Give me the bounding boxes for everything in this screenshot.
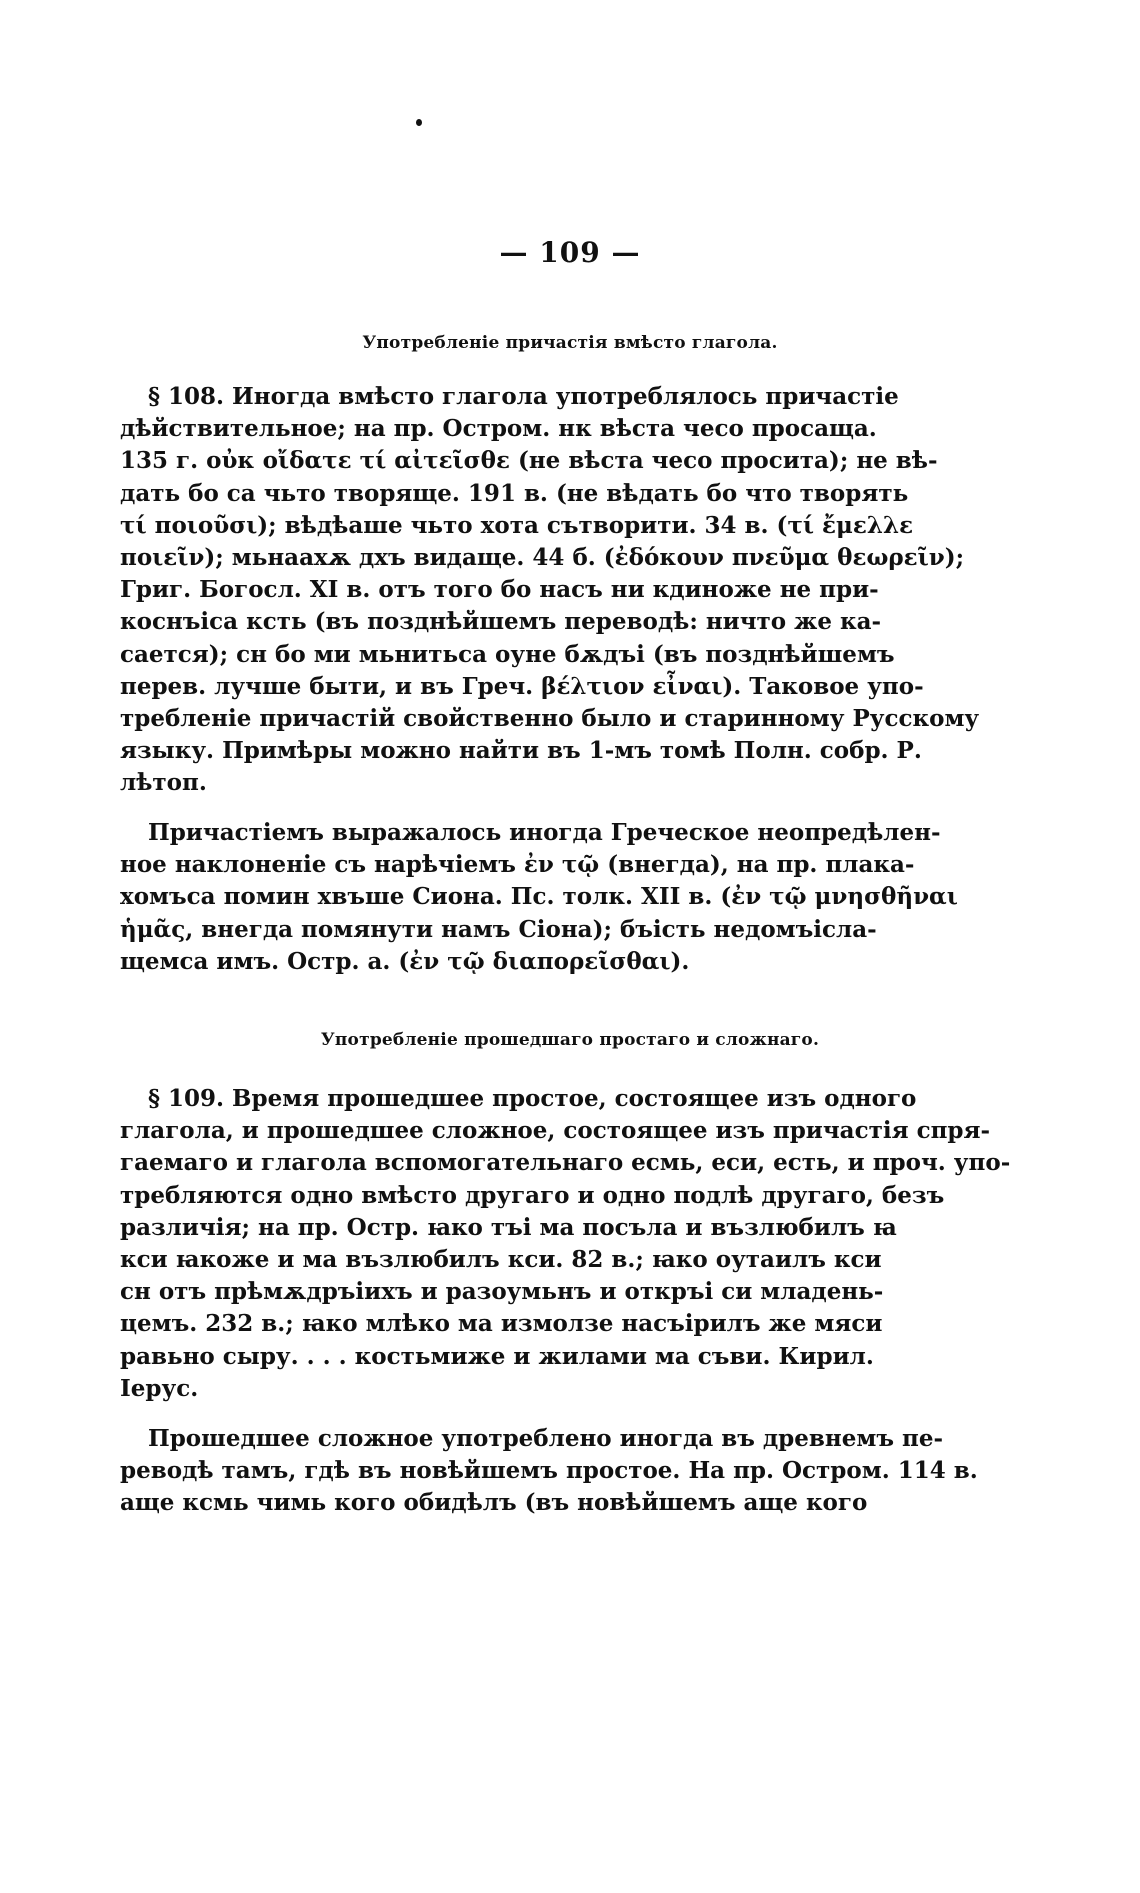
text-line: равьно сыру. . . . костьмиже и жилами ма съви. Кирил. xyxy=(120,1342,874,1370)
text-line: перев. лучше быти, и въ Греч. βέλτιον εἶναι). Таковое упо- xyxy=(120,672,924,700)
text-line: τί ποιοῦσι); вѣдѣаше чьто хота сътворити. 34 в. (τί ἔμελλε xyxy=(120,511,914,539)
paragraph-108-2 xyxy=(120,817,958,978)
text-line: сается); сн бо ми мьнитьса оуне бѫдъі (въ позднѣйшемъ xyxy=(120,640,895,668)
paragraph-109-2 xyxy=(120,1423,978,1520)
text-line: цемъ. 232 в.; ꙗко млѣко ма измолзе насъірилъ же мяси xyxy=(120,1310,883,1338)
ink-speck xyxy=(416,119,422,126)
text-line: глагола, и прошедшее сложное, состоящее изъ причастія спря- xyxy=(120,1117,991,1145)
text-line: требленіе причастій свойственно было и старинному Русскому xyxy=(120,704,980,732)
text-line: коснъіса ксть (въ позднѣйшемъ переводѣ: ничто же ка- xyxy=(120,608,882,636)
text-line: лѣтоп. xyxy=(120,769,207,797)
text-line: § 108. Иногда вмѣсто глагола употреблялось причастіе xyxy=(148,383,899,410)
text-line: Григ. Богосл. XI в. отъ того бо насъ ни кдиноже не при- xyxy=(120,576,879,604)
text-line: щемса имъ. Остр. а. (ἐν τῷ διαπορεῖσθαι). xyxy=(120,947,690,975)
text-line: ποιεῖν); мьнаахѫ дхъ видаще. 44 б. (ἐδόκουν πνεῦμα θεωρεῖν); xyxy=(120,543,965,571)
paragraph-108-1 xyxy=(120,381,980,799)
text-line: Прошедшее сложное употреблено иногда въ древнемъ пе- xyxy=(148,1425,943,1452)
text-line: сн отъ прѣмѫдръіихъ и разоумьнъ и откръі си младень- xyxy=(120,1278,884,1306)
text-line: аще ксмь чимь кого обидѣлъ (въ новѣйшемъ аще кого xyxy=(120,1489,868,1517)
text-line: дать бо са чьто творяще. 191 в. (не вѣдать бо что творять xyxy=(120,479,909,507)
text-line: ἡμᾶς, внегда помянути намъ Сіона); бъість недомъісла- xyxy=(120,915,877,943)
text-line: § 109. Время прошедшее простое, состоящее изъ одного xyxy=(148,1085,917,1112)
text-line: Причастіемъ выражалось иногда Греческое неопредѣлен- xyxy=(148,819,941,846)
text-line: различія; на пр. Остр. ꙗко тъі ма посъла и възлюбилъ ꙗ xyxy=(120,1213,897,1241)
page-number: — 109 — xyxy=(499,236,641,269)
text-line: реводѣ тамъ, гдѣ въ новѣйшемъ простое. На пр. Остром. 114 в. xyxy=(120,1457,978,1485)
text-line: кси ꙗкоже и ма възлюбилъ кси. 82 в.; ꙗко оутаилъ кси xyxy=(120,1245,882,1273)
text-line: Іерус. xyxy=(120,1374,199,1402)
text-line: ное наклоненіе съ нарѣчіемъ ἐν τῷ (внегда), на пр. плака- xyxy=(120,851,915,879)
text-line: языку. Примѣры можно найти въ 1-мъ томѣ Полн. собр. Р. xyxy=(120,737,922,765)
text-line: 135 г. οὐκ οἴδατε τί αἰτεῖσθε (не вѣста чесо просита); не вѣ- xyxy=(120,447,938,475)
text-line: требляются одно вмѣсто другаго и одно подлѣ другаго, безъ xyxy=(120,1181,945,1209)
text-line: дѣйствительное; на пр. Остром. нк вѣста чесо просаща. xyxy=(120,415,877,443)
paragraph-109-1 xyxy=(120,1083,1011,1405)
text-line: гаемаго и глагола вспомогательнаго есмь, еси, есть, и проч. упо- xyxy=(120,1149,1011,1177)
section-heading-108: Употребленіе причастія вмѣсто глагола. xyxy=(362,333,778,353)
text-line: хомъса помин хвъше Сиона. Пс. толк. XII в. (ἐν τῷ μνησθῆναι xyxy=(120,883,958,911)
section-heading-109: Употребленіе прошедшаго простаго и сложнаго. xyxy=(320,1030,820,1050)
